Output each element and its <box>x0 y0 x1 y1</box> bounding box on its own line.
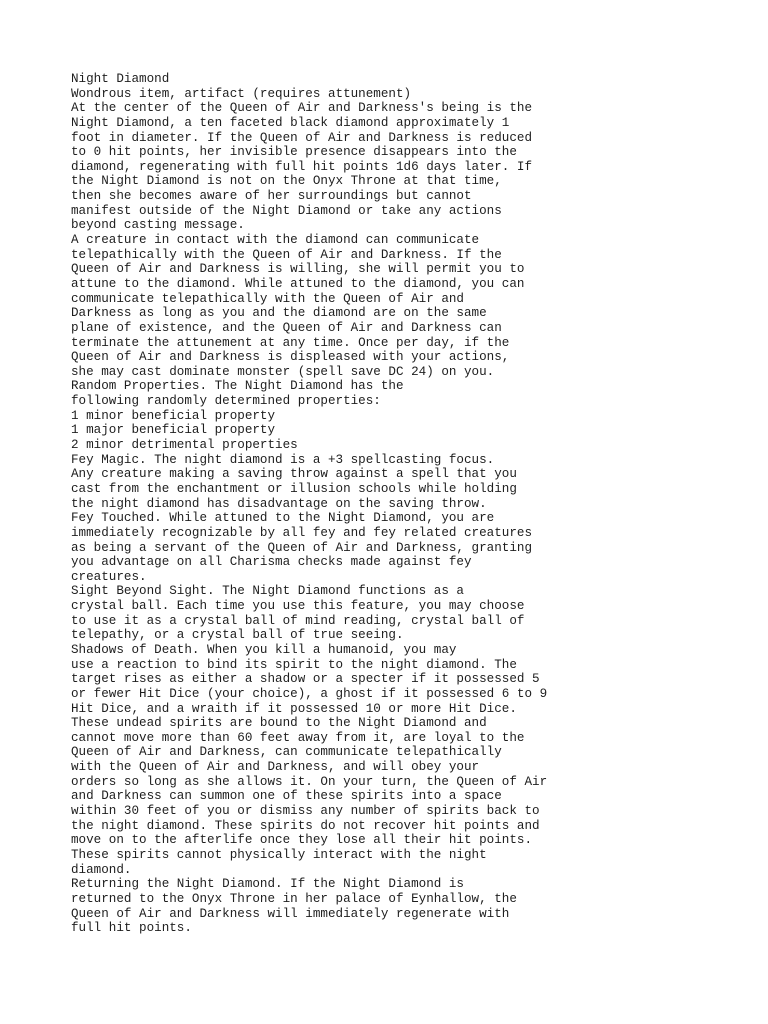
text-line: as being a servant of the Queen of Air and Darkness, granting <box>71 540 533 555</box>
section-heading-fey-touched: Fey Touched. While attuned to the Night Diamond, you are <box>71 511 495 526</box>
text-line: Night Diamond, a ten faceted black diamond approximately 1 <box>71 115 510 130</box>
section-heading-returning-the-night-diamond: Returning the Night Diamond. If the Night Diamond is <box>71 877 464 892</box>
section-heading-fey-magic: Fey Magic. The night diamond is a +3 spellcasting focus. <box>71 452 495 467</box>
text-line: creatures. <box>71 569 147 584</box>
text-line: following randomly determined properties: <box>71 394 381 409</box>
text-line: communicate telepathically with the Queen of Air and <box>71 291 464 306</box>
text-line: the night diamond. These spirits do not recover hit points and <box>71 818 540 833</box>
item-title: Night Diamond <box>71 72 170 86</box>
section-heading-shadows-of-death: Shadows of Death. When you kill a humanoid, you may <box>71 642 457 657</box>
item-type: Wondrous item, artifact (requires attunement) <box>71 86 412 101</box>
text-line: crystal ball. Each time you use this feature, you may choose <box>71 599 525 614</box>
text-line: diamond, regenerating with full hit points 1d6 days later. If <box>71 159 533 174</box>
text-line: returned to the Onyx Throne in her palace of Eynhallow, the <box>71 891 517 906</box>
text-line: target rises as either a shadow or a specter if it possessed 5 <box>71 672 540 687</box>
text-line: to 0 hit points, her invisible presence disappears into the <box>71 145 517 160</box>
text-line: beyond casting message. <box>71 218 245 233</box>
text-line: terminate the attunement at any time. Once per day, if the <box>71 335 510 350</box>
document-body <box>71 72 751 936</box>
text-line: orders so long as she allows it. On your turn, the Queen of Air <box>71 774 548 789</box>
list-item: 2 minor detrimental properties <box>71 438 298 453</box>
text-line: Darkness as long as you and the diamond are on the same <box>71 306 487 321</box>
text-line: telepathically with the Queen of Air and Darkness. If the <box>71 247 502 262</box>
text-line: Queen of Air and Darkness is willing, she will permit you to <box>71 262 525 277</box>
text-line: Hit Dice, and a wraith if it possessed 10 or more Hit Dice. <box>71 701 517 716</box>
text-line: manifest outside of the Night Diamond or take any actions <box>71 203 502 218</box>
text-line: These undead spirits are bound to the Night Diamond and <box>71 716 487 731</box>
text-line: and Darkness can summon one of these spirits into a space <box>71 789 502 804</box>
text-line: A creature in contact with the diamond can communicate <box>71 233 480 248</box>
text-line: Any creature making a saving throw against a spell that you <box>71 467 517 482</box>
text-line: Queen of Air and Darkness, can communicate telepathically <box>71 745 502 760</box>
text-line: At the center of the Queen of Air and Darkness's being is the <box>71 101 533 116</box>
text-line: Queen of Air and Darkness is displeased with your actions, <box>71 350 510 365</box>
text-line: the night diamond has disadvantage on the saving throw. <box>71 496 487 511</box>
text-line: These spirits cannot physically interact with the night <box>71 847 487 862</box>
text-line: you advantage on all Charisma checks made against fey <box>71 555 472 570</box>
text-line: within 30 feet of you or dismiss any number of spirits back to <box>71 804 540 819</box>
text-line: she may cast dominate monster (spell save DC 24) on you. <box>71 364 495 379</box>
text-line: with the Queen of Air and Darkness, and will obey your <box>71 760 480 775</box>
text-line: the Night Diamond is not on the Onyx Throne at that time, <box>71 174 502 189</box>
text-line: to use it as a crystal ball of mind reading, crystal ball of <box>71 613 525 628</box>
section-heading-random-properties: Random Properties. The Night Diamond has the <box>71 379 404 394</box>
list-item: 1 major beneficial property <box>71 423 276 438</box>
section-heading-sight-beyond-sight: Sight Beyond Sight. The Night Diamond functions as a <box>71 584 464 599</box>
text-line: or fewer Hit Dice (your choice), a ghost if it possessed 6 to 9 <box>71 686 548 701</box>
list-item: 1 minor beneficial property <box>71 408 276 423</box>
text-line: attune to the diamond. While attuned to the diamond, you can <box>71 276 525 291</box>
text-line: telepathy, or a crystal ball of true seeing. <box>71 628 404 643</box>
text-line: then she becomes aware of her surroundings but cannot <box>71 189 472 204</box>
text-line: cannot move more than 60 feet away from it, are loyal to the <box>71 730 525 745</box>
text-line: full hit points. <box>71 921 192 936</box>
text-line: Queen of Air and Darkness will immediately regenerate with <box>71 906 510 921</box>
text-line: diamond. <box>71 862 132 877</box>
text-line: use a reaction to bind its spirit to the night diamond. The <box>71 657 517 672</box>
text-line: cast from the enchantment or illusion schools while holding <box>71 481 517 496</box>
text-line: foot in diameter. If the Queen of Air and Darkness is reduced <box>71 130 533 145</box>
text-line: plane of existence, and the Queen of Air and Darkness can <box>71 320 502 335</box>
text-line: move on to the afterlife once they lose all their hit points. <box>71 833 533 848</box>
text-line: immediately recognizable by all fey and fey related creatures <box>71 525 533 540</box>
